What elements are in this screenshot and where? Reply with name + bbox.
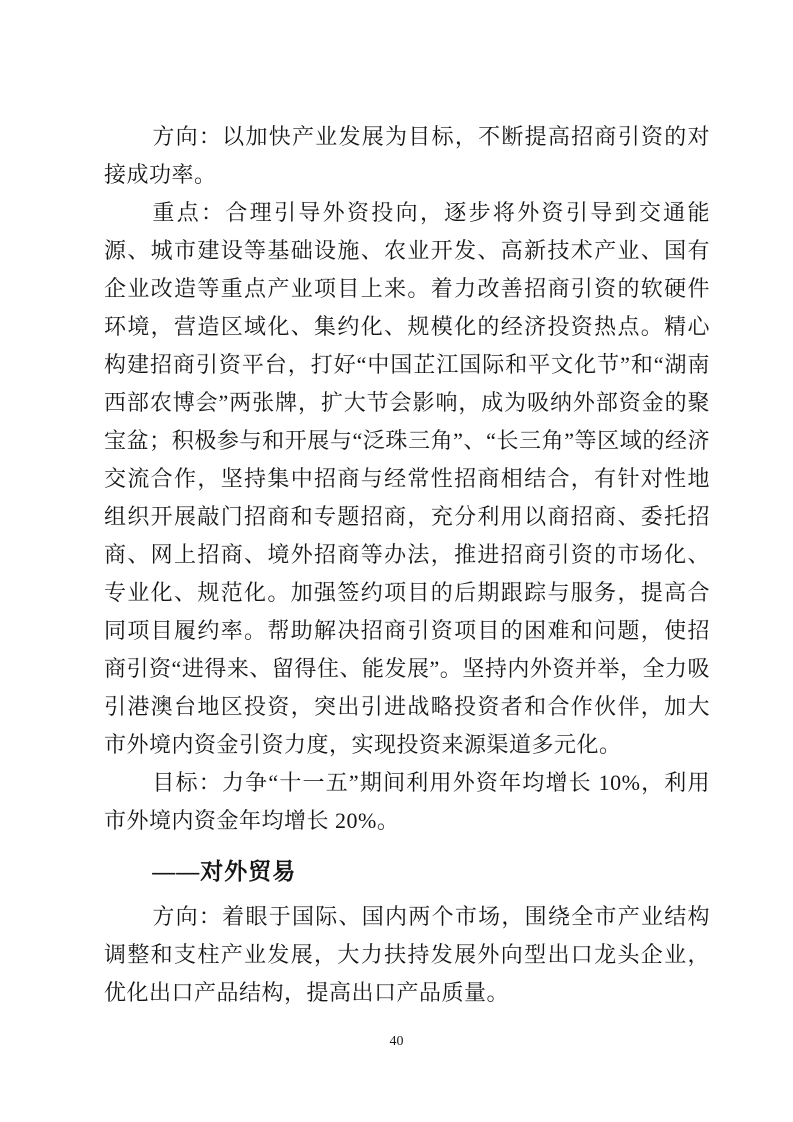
paragraph-direction-trade: 方向：着眼于国际、国内两个市场，围绕全市产业结构调整和支柱产业发展，大力扶持发展外向型出口龙头企业，优化出口产品结构，提高出口产品质量。 [104,904,710,1005]
heading-foreign-trade: ——对外贸易 [152,859,297,884]
page-number: 40 [389,1034,404,1049]
document-text-block [104,118,710,1012]
paragraph-goal: 目标：力争“十一五”期间利用外资年均增长 10%，利用市外境内资金年均增长 20%。 [104,770,710,833]
paragraph-direction-investment: 方向：以加快产业发展为目标，不断提高招商引资的对接成功率。 [104,124,710,187]
page-footer [0,1033,793,1051]
paragraph-key-points: 重点：合理引导外资投向，逐步将外资引导到交通能源、城市建设等基础设施、农业开发、高新技术产业、国有企业改造等重点产业项目上来。着力改善招商引资的软硬件环境，营造区域化、集约化、规模化的经济投资热点。精心构建招商引资平台，打好“中国芷江国际和平文化节”和“湖南西部农博会”两张牌，扩大节会影响，成为吸纳外部资金的聚宝盆；积极参与和开展与“泛珠三角”、“长三角”等区域的经济交流合作，坚持集中招商与经常性招商相结合，有针对性地组织开展敲门招商和专题招商，充分利用以商招商、委托招商、网上招商、境外招商等办法，推进招商引资的市场化、专业化、规范化。加强签约项目的后期跟踪与服务，提高合同项目履约率。帮助解决招商引资项目的困难和问题，使招商引资“进得来、留得住、能发展”。坚持内外资并举，全力吸引港澳台地区投资，突出引进战略投资者和合作伙伴，加大市外境内资金引资力度，实现投资来源渠道多元化。 [104,200,710,757]
